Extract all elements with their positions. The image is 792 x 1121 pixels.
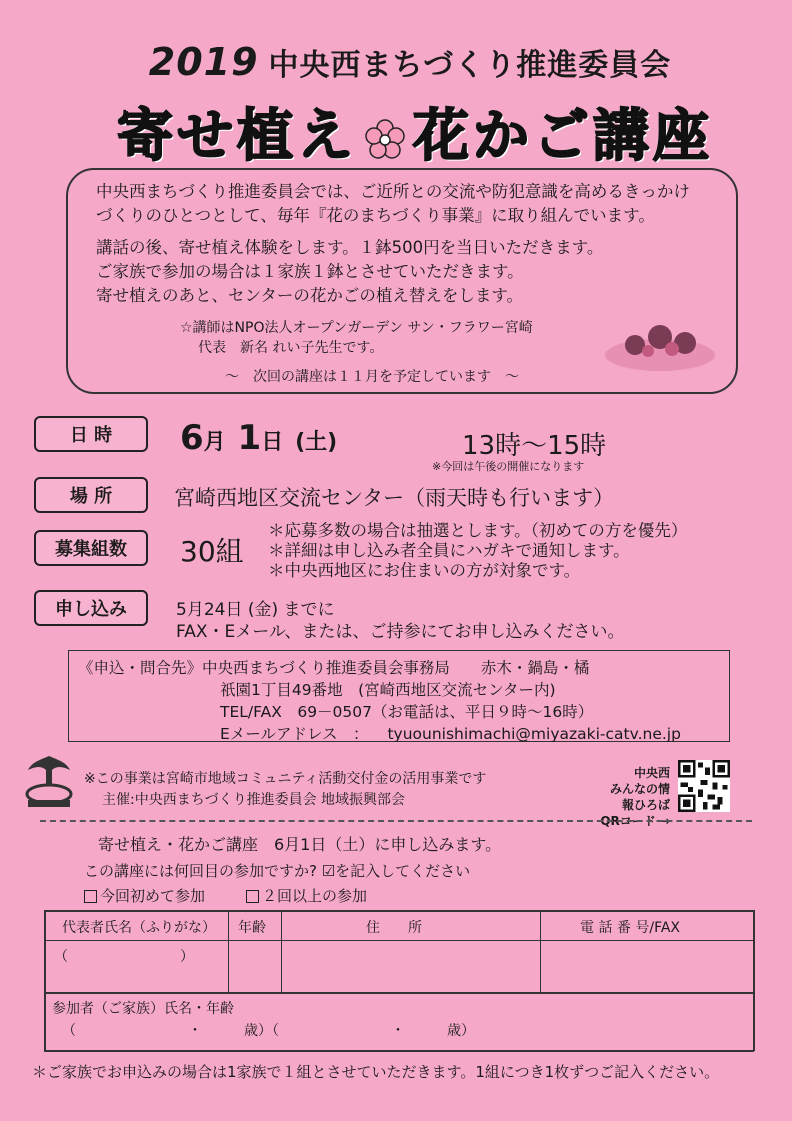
sponsor-line: 主催:中央西まちづくり推進委員会 地域振興部会 [102,792,406,808]
contact-email-row [220,722,681,744]
intro-paragraph-2 [96,236,603,308]
email-label: Eメールアドレス ： [220,725,369,743]
event-time: 13時～15時 [462,431,607,461]
intro-text: づくりのひとつとして、毎年『花のまちづくり事業』に取り組んでいます。 [96,206,655,225]
form-title: 寄せ植え・花かご講座 6月1日（土）に申し込みます。 [98,835,502,854]
apply-label: 申し込み [34,590,148,626]
count-note: ＊詳細は申し込み者全員にハガキで通知します。 [268,541,630,560]
contact-address: 祇園1丁目49番地 (宮崎西地区交流センター内) [220,681,556,699]
col-header-age: 年齢 [238,920,266,936]
qr-label-line: みんなの情報ひろば [609,782,670,812]
next-session-note: ～ 次回の講座は１１月を予定しています ～ [225,369,519,385]
intro-text: ご家族で参加の場合は１家族１鉢とさせていただきます。 [96,262,524,281]
intro-paragraph-1 [96,180,690,228]
date-label: 日 時 [34,416,148,452]
title-left: 寄せ植え [117,104,357,169]
form-question: この講座には何回目の参加ですか? ☑を記入してください [84,862,471,880]
community-logo-icon [22,750,76,810]
option-first-time[interactable] [84,885,205,906]
count-notes [268,521,687,581]
title-right: 花かご講座 [413,104,713,169]
checkbox[interactable] [84,890,97,903]
count-label: 募集組数 [34,530,148,566]
col-header-address: 住 所 [366,920,422,936]
participants-input[interactable]: （ ・ 歳）（ ・ 歳） [62,1023,475,1039]
teacher-line: ☆講師はNPO法人オープンガーデン サン・フラワー宮崎 [180,320,533,336]
flower-basket-photo [600,315,720,375]
apply-deadline: 5月24日 (金) までに [176,600,335,620]
date-month: 6 [180,418,204,458]
footer-note: ＊ご家族でお申込みの場合は1家族で１組とさせていただきます。1組につき1枚ずつご記入ください。 [32,1063,720,1081]
name-input[interactable]: （ ） [54,949,194,965]
count-note: ＊中央西地区にお住まいの方が対象です。 [268,561,581,580]
qr-code[interactable] [678,760,730,812]
apply-methods: FAX・Eメール、または、ご持参にてお申し込みください。 [176,622,625,642]
year: 2019 [148,40,259,84]
flower-icon [363,118,407,162]
contact-phone: TEL/FAX 69－0507（お電話は、平日９時～16時） [220,703,594,721]
checkbox[interactable] [246,890,259,903]
remark-line: ※この事業は宮崎市地域コミュニティ活動交付金の活用事業です [84,771,487,787]
option-label: 今回初めて参加 [100,887,206,905]
qr-label-line: QRコード → [600,814,670,828]
header-line [90,40,730,84]
event-place: 宮崎西地区交流センター（雨天時も行います） [174,486,615,510]
date-month-unit: 月 [203,430,226,455]
teacher-line: 代表 新名 れい子先生です。 [198,340,384,356]
col-header-phone: 電 話 番 号/FAX [580,920,681,936]
group-count: 30組 [180,535,244,568]
cut-line [40,820,752,822]
contact-line: 《申込・問合先》中央西まちづくり推進委員会事務局 赤木・鍋島・橘 [78,659,590,677]
organizer: 中央西まちづくり推進委員会 [268,48,672,83]
option-label: ２回以上の参加 [262,887,368,905]
event-date [180,418,337,458]
intro-text: 中央西まちづくり推進委員会では、ご近所との交流や防犯意識を高めるきっかけ [96,182,690,201]
qr-label-line: 中央西 [633,766,670,780]
option-repeat[interactable] [246,885,367,906]
count-note: ＊応募多数の場合は抽選とします。（初めての方を優先） [268,521,688,540]
email-address: tyuounishimachi@miyazaki-catv.ne.jp [387,725,681,743]
intro-text: 寄せ植えのあと、センターの花かごの植え替えをします。 [96,286,524,305]
date-weekday: (土) [295,430,338,455]
teacher-info [180,318,533,358]
date-day-unit: 日 [261,430,284,455]
page-title [70,92,760,172]
col-header-name: 代表者氏名（ふりがな） [62,920,216,936]
intro-text: 講話の後、寄せ植え体験をします。１鉢500円を当日いただきます。 [96,238,604,257]
place-label: 場 所 [34,477,148,513]
participants-label: 参加者（ご家族）氏名・年齢 [52,1001,234,1017]
date-day: 1 [237,418,262,458]
time-note: ※今回は午後の開催になります [432,460,585,473]
